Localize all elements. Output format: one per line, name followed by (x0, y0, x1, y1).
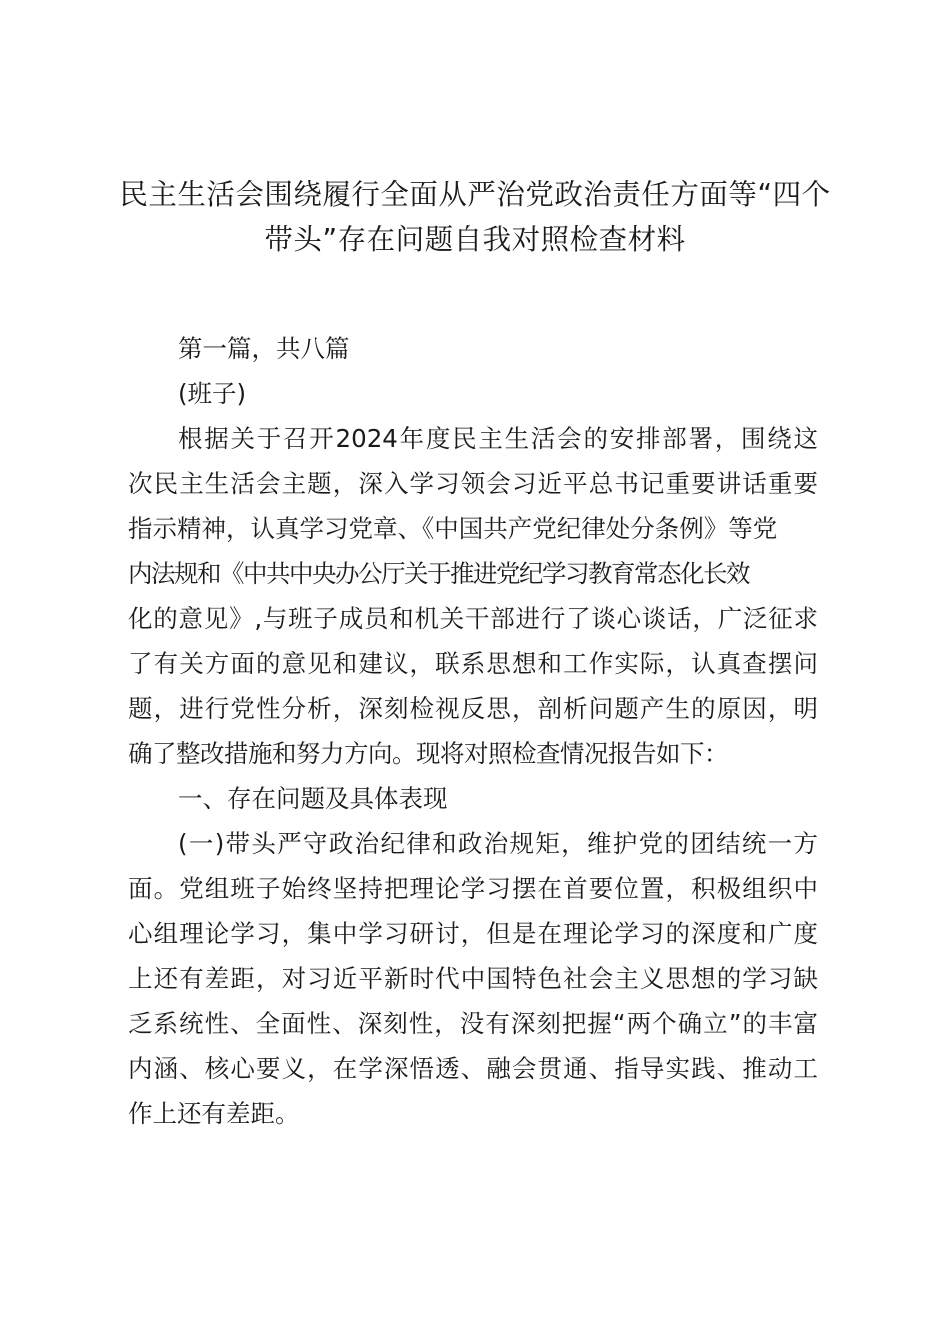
paragraph-line: 上还有差距，对习近平新时代中国特色社会主义思想的学习缺 (128, 964, 818, 993)
paragraph-line: 心组理论学习，集中学习研讨，但是在理论学习的深度和广度 (128, 919, 818, 948)
paragraph-line: 指示精神，认真学习党章、《中国共产党纪律处分条例》等党 (128, 514, 778, 543)
paragraph-line: 题，进行党性分析，深刻检视反思，剖析问题产生的原因，明 (128, 694, 818, 723)
title-line: 民主生活会围绕履行全面从严治党政治责任方面等“四个 (119, 178, 831, 211)
section-heading: 一、存在问题及具体表现 (178, 784, 448, 813)
paragraph-line: 化的意见》,与班子成员和机关干部进行了谈心谈话，广泛征求 (128, 604, 818, 633)
paragraph-line: 根据关于召开2024年度民主生活会的安排部署，围绕这 (178, 424, 818, 453)
document-body (128, 326, 828, 1136)
paragraph-line: 次民主生活会主题，深入学习领会习近平总书记重要讲话重要 (128, 469, 818, 498)
document-title (110, 172, 840, 262)
paragraph-line: 内法规和《中共中央办公厅关于推进党纪学习教育常态化长效 (128, 559, 749, 588)
paragraph-line: 内涵、核心要义，在学深悟透、融会贯通、指导实践、推动工 (128, 1054, 818, 1083)
section-label: 第一篇，共八篇 (178, 334, 350, 363)
paragraph-line: 面。党组班子始终坚持把理论学习摆在首要位置，积极组织中 (128, 874, 818, 903)
subject-label: (班子) (178, 379, 247, 408)
paragraph-line: 确了整改措施和努力方向。现将对照检查情况报告如下： (128, 739, 728, 768)
title-line: 带头”存在问题自我对照检查材料 (264, 223, 686, 256)
subsection-heading: (一)带头严守政治纪律和政治规矩，维护党的团结统一方 (178, 829, 818, 858)
paragraph-line: 了有关方面的意见和建议，联系思想和工作实际，认真查摆问 (128, 649, 818, 678)
paragraph-line: 作上还有差距。 (128, 1099, 300, 1128)
paragraph-line: 乏系统性、全面性、深刻性，没有深刻把握“两个确立”的丰富 (128, 1009, 818, 1038)
